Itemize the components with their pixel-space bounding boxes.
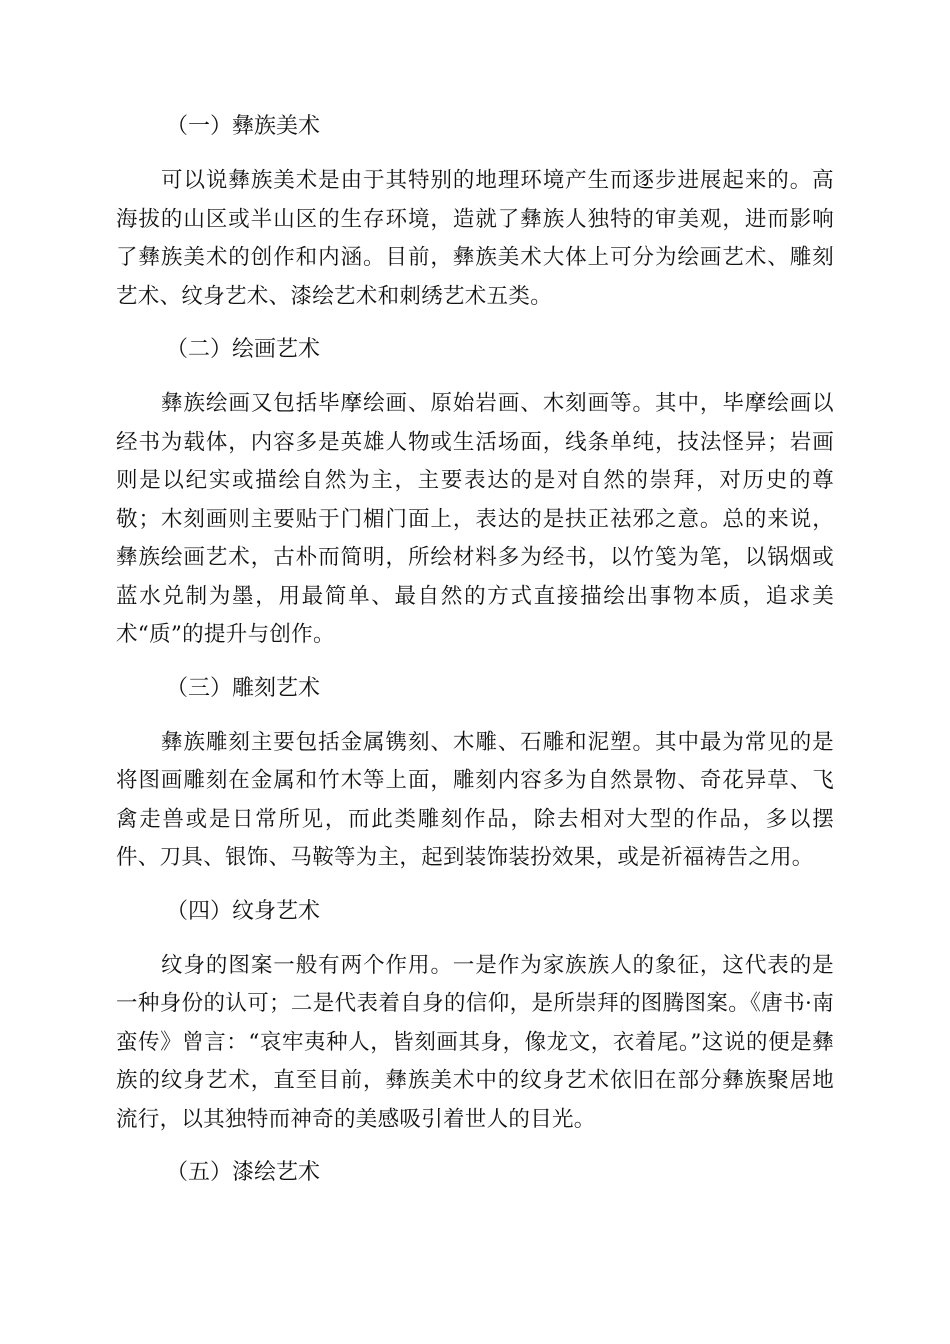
section-heading-2: （二）绘画艺术: [166, 337, 321, 362]
section-heading-1: （一）彝族美术: [166, 114, 321, 139]
section-heading-5: （五）漆绘艺术: [166, 1160, 321, 1185]
section-paragraph-2: 彝族绘画又包括毕摩绘画、原始岩画、木刻画等。其中，毕摩绘画以经书为载体，内容多是英雄人物或生活场面，线条单纯，技法怪异；岩画则是以纪实或描绘自然为主，主要表达的是对自然的崇拜，对历史的尊敬；木刻画则主要贴于门楣门面上，表达的是扶正祛邪之意。总的来说，彝族绘画艺术，古朴而简明，所绘材料多为经书，以竹笺为笔，以锅烟或蓝水兑制为墨，用最简单、最自然的方式直接描绘出事物本质，追求美术“质”的提升与创作。: [116, 391, 834, 647]
section-paragraph-3: 彝族雕刻主要包括金属镌刻、木雕、石雕和泥塑。其中最为常见的是将图画雕刻在金属和竹木等上面，雕刻内容多为自然景物、奇花异草、飞禽走兽或是日常所见，而此类雕刻作品，除去相对大型的作品，多以摆件、刀具、银饰、马鞍等为主，起到装饰装扮效果，或是祈福祷告之用。: [116, 729, 834, 870]
document-body: [116, 108, 834, 1208]
section-paragraph-4: 纹身的图案一般有两个作用。一是作为家族族人的象征，这代表的是一种身份的认可；二是代表着自身的信仰，是所崇拜的图腾图案。《唐书·南蛮传》曾言：“哀牢夷种人，皆刻画其身，像龙文，衣着尾。”这说的便是彝族的纹身艺术，直至目前，彝族美术中的纹身艺术依旧在部分彝族聚居地流行，以其独特而神奇的美感吸引着世人的目光。: [116, 952, 834, 1132]
section-heading-4: （四）纹身艺术: [166, 898, 321, 924]
section-heading-3: （三）雕刻艺术: [166, 675, 321, 701]
section-paragraph-1: 可以说彝族美术是由于其特别的地理环境产生而逐步进展起来的。高海拔的山区或半山区的生存环境，造就了彝族人独特的审美观，进而影响了彝族美术的创作和内涵。目前，彝族美术大体上可分为绘画艺术、雕刻艺术、纹身艺术、漆绘艺术和刺绣艺术五类。: [116, 168, 834, 309]
